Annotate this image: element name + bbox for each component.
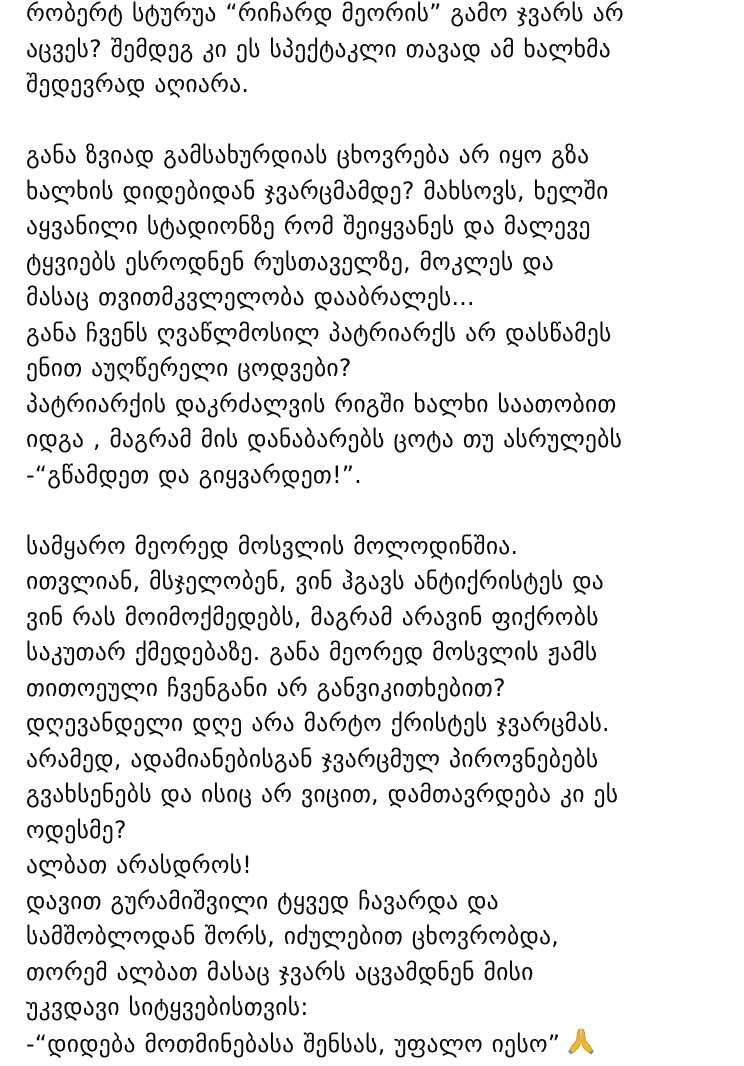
- text-line: ალბათ არასდროს!: [26, 848, 726, 884]
- text-line: თორემ ალბათ მასაც ჯვარს აცვამდნენ მისი: [26, 955, 726, 991]
- paragraph-gap: [26, 103, 726, 139]
- text-line: სამშობლოდან შორს, იძულებით ცხოვრობდა,: [26, 919, 726, 955]
- text-line: იდგა , მაგრამ მის დანაბარებს ცოტა თუ ასრულებს: [26, 422, 726, 458]
- text-line: აცვეს? შემდეგ კი ეს სპექტაკლი თავად ამ ხალხმა: [26, 32, 726, 68]
- text-line: ითვლიან, მსჯელობენ, ვინ ჰგავს ანტიქრისტეს და: [26, 564, 726, 600]
- praying-hands-icon: [566, 1026, 596, 1066]
- text-line: რობერტ სტურუა “რიჩარდ მეორის” გამო ჯვარს არ: [26, 0, 726, 32]
- text-line: ვინ რას მოიმოქმედებს, მაგრამ არავინ ფიქრობს: [26, 600, 726, 636]
- text-line: შედევრად აღიარა.: [26, 67, 726, 103]
- text-line: თითოეული ჩვენგანი არ განვიკითხებით?: [26, 671, 726, 707]
- text-line: განა ზვიად გამსახურდიას ცხოვრება არ იყო გზა: [26, 138, 726, 174]
- text-line: უკვდავი სიტყვებისთვის:: [26, 990, 726, 1026]
- text-line: სამყარო მეორედ მოსვლის მოლოდინშია.: [26, 529, 726, 565]
- text-line: პატრიარქის დაკრძალვის რიგში ხალხი საათობით: [26, 387, 726, 423]
- post-body: [26, 0, 726, 1061]
- text-line: გვახსენებს და ისიც არ ვიცით, დამთავრდება კი ეს: [26, 777, 726, 813]
- text-line: საკუთარ ქმედებაზე. განა მეორედ მოსვლის ჟამს: [26, 635, 726, 671]
- final-quote-line: [26, 1026, 726, 1062]
- text-line: არამედ, ადამიანებისგან ჯვარცმულ პიროვნებებს: [26, 742, 726, 778]
- text-line: დღევანდელი დღე არა მარტო ქრისტეს ჯვარცმას.: [26, 706, 726, 742]
- text-line: მასაც თვითმკვლელობა დააბრალეს...: [26, 280, 726, 316]
- text-line: აყვანილი სტადიონზე რომ შეიყვანეს და მალევე: [26, 209, 726, 245]
- paragraph-3: [26, 529, 726, 1062]
- text-line: ტყვიებს ესროდნენ რუსთაველზე, მოკლეს და: [26, 245, 726, 281]
- text-line: -“გწამდეთ და გიყვარდეთ!”.: [26, 458, 726, 494]
- paragraph-gap: [26, 493, 726, 529]
- text-line: ენით აუღწერელი ცოდვები?: [26, 351, 726, 387]
- final-quote-text: -“დიდება მოთმინებასა შენსას, უფალო იესო”: [26, 1030, 560, 1058]
- text-line: დავით გურამიშვილი ტყვედ ჩავარდა და: [26, 884, 726, 920]
- text-line: განა ჩვენს ღვაწლმოსილ პატრიარქს არ დასწამეს: [26, 316, 726, 352]
- text-line: ხალხის დიდებიდან ჯვარცმამდე? მახსოვს, ხელში: [26, 174, 726, 210]
- text-line: ოდესმე?: [26, 813, 726, 849]
- paragraph-1: [26, 0, 726, 103]
- paragraph-2: [26, 138, 726, 493]
